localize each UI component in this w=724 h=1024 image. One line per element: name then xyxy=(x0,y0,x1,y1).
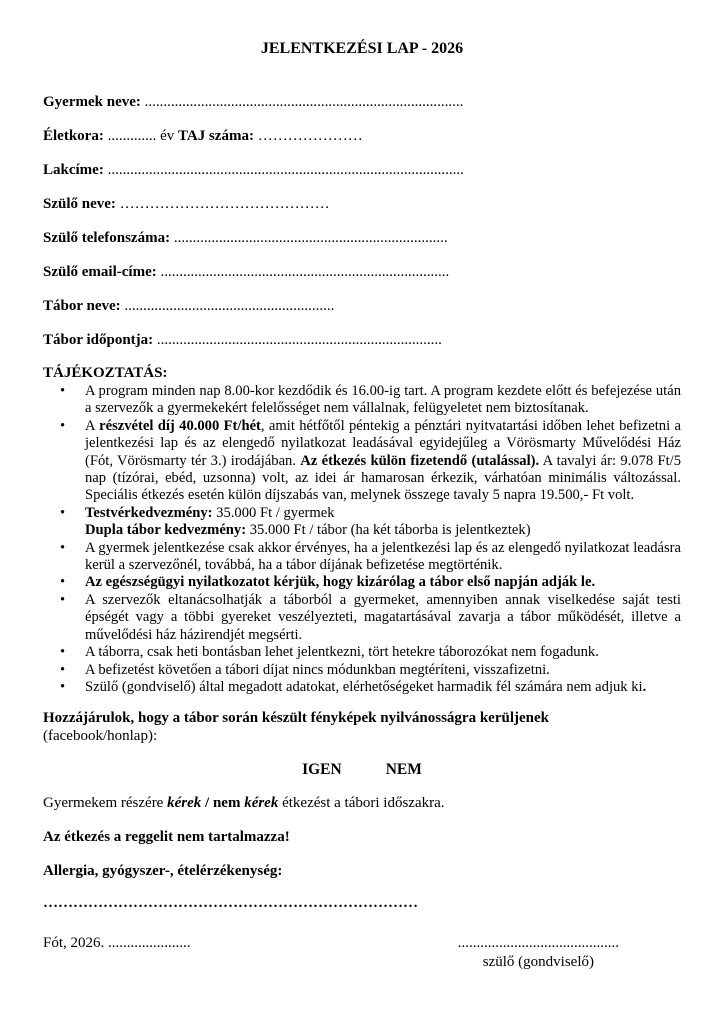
allergy-label: Allergia, gyógyszer-, ételérzékenység: xyxy=(43,863,283,880)
field-szulo-telefonszama xyxy=(43,228,681,249)
meal-text: étkezést a tábori időszakra. xyxy=(278,795,445,812)
info-bullet-egeszsegugyi xyxy=(43,574,681,591)
eletkora-label: Életkora: xyxy=(43,128,104,144)
szulo-email-fill-line[interactable]: ............................................................................. xyxy=(160,264,450,280)
allergy-fill-line[interactable]: ………………………………………………………………… xyxy=(43,895,418,912)
meal-option-kerek[interactable]: kérek xyxy=(167,795,202,812)
info-bullet-reszvetel-dij xyxy=(43,418,681,505)
bullet-bold-text: Testvérkedvezmény: xyxy=(85,504,213,521)
dupla-tabor-line xyxy=(85,522,681,539)
szulo-neve-fill-line[interactable]: …………………………………… xyxy=(119,196,330,212)
info-bullet-kedvezmenyek xyxy=(43,505,681,540)
photo-consent-choice-row xyxy=(43,761,681,779)
bullet-text: A program minden nap 8.00-kor kezdődik és 16.00-ig tart. A program kezdete előtt és befejezése után a szervezők a gyermekekért felelősséget nem vállalnak, felügyeletet nem biztosítanak. xyxy=(85,383,681,417)
tabor-idopontja-fill-line[interactable]: ............................................................................ xyxy=(156,332,442,348)
info-bullet-ervenyesseg xyxy=(43,540,681,575)
info-heading: TÁJÉKOZTATÁS: xyxy=(43,365,168,381)
meal-option-nem-kerek[interactable]: nem kérek xyxy=(212,795,279,812)
field-tabor-idopontja xyxy=(43,330,681,351)
bullet-bold-text: Az egészségügyi nyilatkozatot kérjük, hogy kizárólag a tábor első napján adják le. xyxy=(85,574,596,591)
bullet-text: 35.000 Ft / tábor (ha két táborba is jelentkeztek) xyxy=(246,522,531,539)
szulo-telefonszama-label: Szülő telefonszáma: xyxy=(43,230,171,246)
eletkora-fill-line[interactable]: ............. xyxy=(107,128,157,144)
bullet-text: A szervezők eltanácsolhatják a táborból a gyermeket, amennyiben annak viselkedése saját testi épségét vagy a többi gyereket veszélyezteti, magatartásával zavarja a tábor működését, illetve a művelődési ház házirendjét megsérti. xyxy=(85,591,681,643)
info-bullet-visszafizetes xyxy=(43,662,681,679)
meal-separator: / xyxy=(201,795,213,812)
breakfast-note: Az étkezés a reggelit nem tartalmazza! xyxy=(43,829,290,846)
footer xyxy=(43,934,681,972)
bullet-bold-text: részvétel díj 40.000 Ft/hét xyxy=(99,417,261,434)
field-gyermek-neve xyxy=(43,92,681,113)
lakcime-fill-line[interactable]: ............................................................................................... xyxy=(107,162,464,178)
info-bullet-heti-bontas xyxy=(43,644,681,661)
signature-fill-line[interactable]: ........................................... xyxy=(457,935,619,952)
taj-szama-fill-line[interactable]: ………………… xyxy=(257,128,363,144)
gyermek-neve-fill-line[interactable]: ..................................................................................... xyxy=(144,94,464,110)
szulo-telefonszama-fill-line[interactable]: ......................................................................... xyxy=(173,230,448,246)
date-line xyxy=(43,934,191,953)
nem-option[interactable]: NEM xyxy=(385,761,422,779)
bullet-text: A tavalyi ár: 9.078 Ft/5 nap (tízórai, ebéd, uzsonna) volt, az idei ár hamarosan érkezik, várhatóan minimális változással. Speciális étkezés esetén külön díjszabás van, melynek összege tavaly 5 napra 19.500,- Ft volt. xyxy=(85,452,681,504)
bullet-text: , amit hétfőtől péntekig a pénztári nyitvatartási időben lehet befizetni a jelentkezési lap és az elengedő nyilatkozat leadásával egyidejűleg a Vörösmarty Művelődési Ház (Fót, Vörösmarty tér 3.) irodájában. xyxy=(85,417,681,469)
bullet-text: Szülő (gondviselő) által megadott adatokat, elérhetőségeket harmadik fél számára nem adjuk ki xyxy=(85,678,643,695)
szulo-email-label: Szülő email-címe: xyxy=(43,264,157,280)
bullet-text: 35.000 Ft / gyermek xyxy=(212,504,335,521)
bullet-bold-text: Az étkezés külön fizetendő (utalással). xyxy=(300,452,540,469)
field-eletkora-taj xyxy=(43,126,681,147)
field-lakcime xyxy=(43,160,681,181)
signature-label: szülő (gondviselő) xyxy=(482,954,594,971)
bullet-text: A táborra, csak heti bontásban lehet jelentkezni, tört hetekre táborozókat nem fogadunk. xyxy=(85,644,599,661)
igen-option[interactable]: IGEN xyxy=(302,761,342,779)
date-fill-line[interactable]: ...................... xyxy=(108,935,191,952)
bullet-text: A befizetést követően a tábori díjat nincs módunkban megtéríteni, visszafizetni. xyxy=(85,661,550,678)
bullet-text: A gyermek jelentkezése csak akkor érvényes, ha a jelentkezési lap és az elengedő nyilatkozat leadásra kerül a szervezőnél, továbbá, ha a tábor díjának befizetése megtörténik. xyxy=(85,539,681,574)
meal-request-line xyxy=(43,794,681,812)
tabor-neve-label: Tábor neve: xyxy=(43,298,121,314)
testverkedvezmeny-line xyxy=(85,505,681,522)
signature-block xyxy=(458,934,619,972)
field-szulo-email xyxy=(43,262,681,283)
photo-consent-statement: Hozzájárulok, hogy a tábor során készült fényképek nyilvánosságra kerüljenek xyxy=(43,710,549,727)
bullet-bold-text: . xyxy=(642,678,647,695)
bullet-text: A xyxy=(85,417,100,434)
szulo-neve-label: Szülő neve: xyxy=(43,196,116,212)
info-list xyxy=(43,383,681,696)
info-bullet-eltanacsolas xyxy=(43,592,681,644)
taj-szama-label: TAJ száma: xyxy=(178,128,254,144)
tabor-idopontja-label: Tábor időpontja: xyxy=(43,332,154,348)
tabor-neve-fill-line[interactable]: ........................................................ xyxy=(124,298,335,314)
info-bullet-program xyxy=(43,383,681,418)
eletkora-unit: év xyxy=(160,128,175,144)
info-bullet-adatvedelem xyxy=(43,679,681,696)
lakcime-label: Lakcíme: xyxy=(43,162,104,178)
form-title: JELENTKEZÉSI LAP - 2026 xyxy=(260,40,464,57)
photo-consent-channels: (facebook/honlap): xyxy=(43,727,158,744)
field-tabor-neve xyxy=(43,296,681,317)
date-label: Fót, 2026. xyxy=(43,935,105,952)
field-szulo-neve xyxy=(43,194,681,215)
gyermek-neve-label: Gyermek neve: xyxy=(43,94,141,110)
bullet-bold-text: Dupla tábor kedvezmény: xyxy=(85,522,247,539)
meal-text: Gyermekem részére xyxy=(43,795,168,812)
